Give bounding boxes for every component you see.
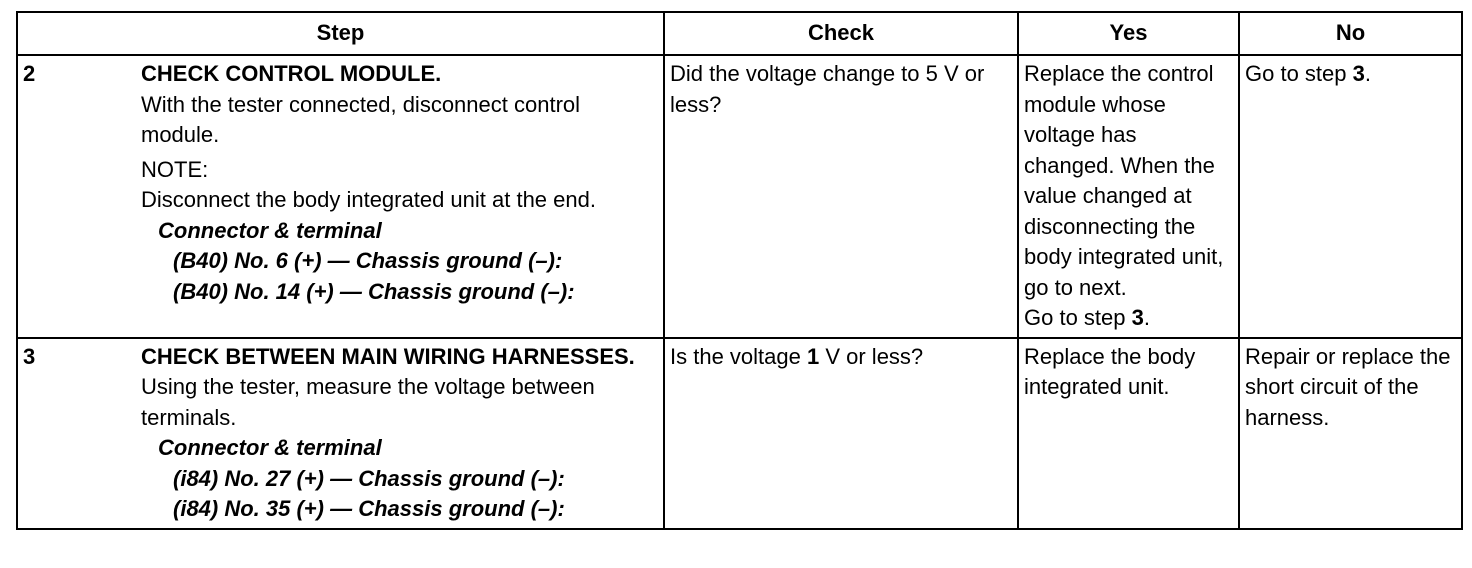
note-text: Disconnect the body integrated unit at the end. (141, 187, 596, 212)
connector-item: (B40) No. 6 (+) — Chassis ground (–): (173, 248, 563, 273)
step-description (125, 55, 664, 338)
step-instruction: Using the tester, measure the voltage between terminals. (141, 374, 595, 430)
yes-goto-step: 3 (1131, 305, 1144, 330)
diagnostic-table-container (16, 11, 1463, 530)
check-value: 1 (806, 343, 820, 369)
yes-text: Replace the control module whose voltage has changed. When the value changed at disconnecting the body integrated unit, go to next. (1024, 61, 1224, 300)
no-cell (1239, 55, 1462, 338)
check-text: Did the voltage change to 5 V or less? (670, 61, 985, 117)
yes-cell (1018, 338, 1239, 529)
no-cell (1239, 338, 1462, 529)
step-number: 2 (17, 55, 125, 338)
connector-label: Connector & terminal (158, 435, 382, 460)
no-step: 3 (1352, 61, 1365, 86)
check-prefix: Is the voltage (670, 343, 807, 369)
connector-label: Connector & terminal (158, 217, 382, 243)
yes-text: Replace the body integrated unit. (1024, 343, 1196, 399)
step-instruction: With the tester connected, disconnect control module. (141, 91, 581, 147)
step-number: 3 (17, 338, 125, 529)
check-suffix: V or less? (819, 343, 924, 369)
yes-goto-prefix: Go to step (1024, 305, 1132, 330)
table-header-row (17, 12, 1462, 55)
table-row (17, 338, 1462, 529)
yes-goto-suffix: . (1143, 305, 1150, 330)
header-step: Step (17, 12, 664, 55)
no-text: Repair or replace the short circuit of the harness. (1245, 343, 1451, 430)
no-suffix: . (1364, 61, 1371, 86)
yes-cell (1018, 55, 1239, 338)
step-title: CHECK BETWEEN MAIN WIRING HARNESSES. (141, 343, 635, 369)
diagnostic-table (16, 11, 1463, 530)
step-title: CHECK CONTROL MODULE. (141, 61, 442, 86)
check-cell (664, 338, 1018, 529)
note-label: NOTE: (141, 156, 209, 182)
header-yes: Yes (1018, 12, 1239, 55)
no-prefix: Go to step (1245, 61, 1353, 86)
connector-item: (i84) No. 27 (+) — Chassis ground (–): (173, 465, 565, 491)
header-no: No (1239, 12, 1462, 55)
header-check: Check (664, 12, 1018, 55)
connector-item: (B40) No. 14 (+) — Chassis ground (–): (173, 278, 575, 304)
step-description (125, 338, 664, 529)
connector-item: (i84) No. 35 (+) — Chassis ground (–): (173, 496, 565, 521)
table-row (17, 55, 1462, 338)
check-cell (664, 55, 1018, 338)
